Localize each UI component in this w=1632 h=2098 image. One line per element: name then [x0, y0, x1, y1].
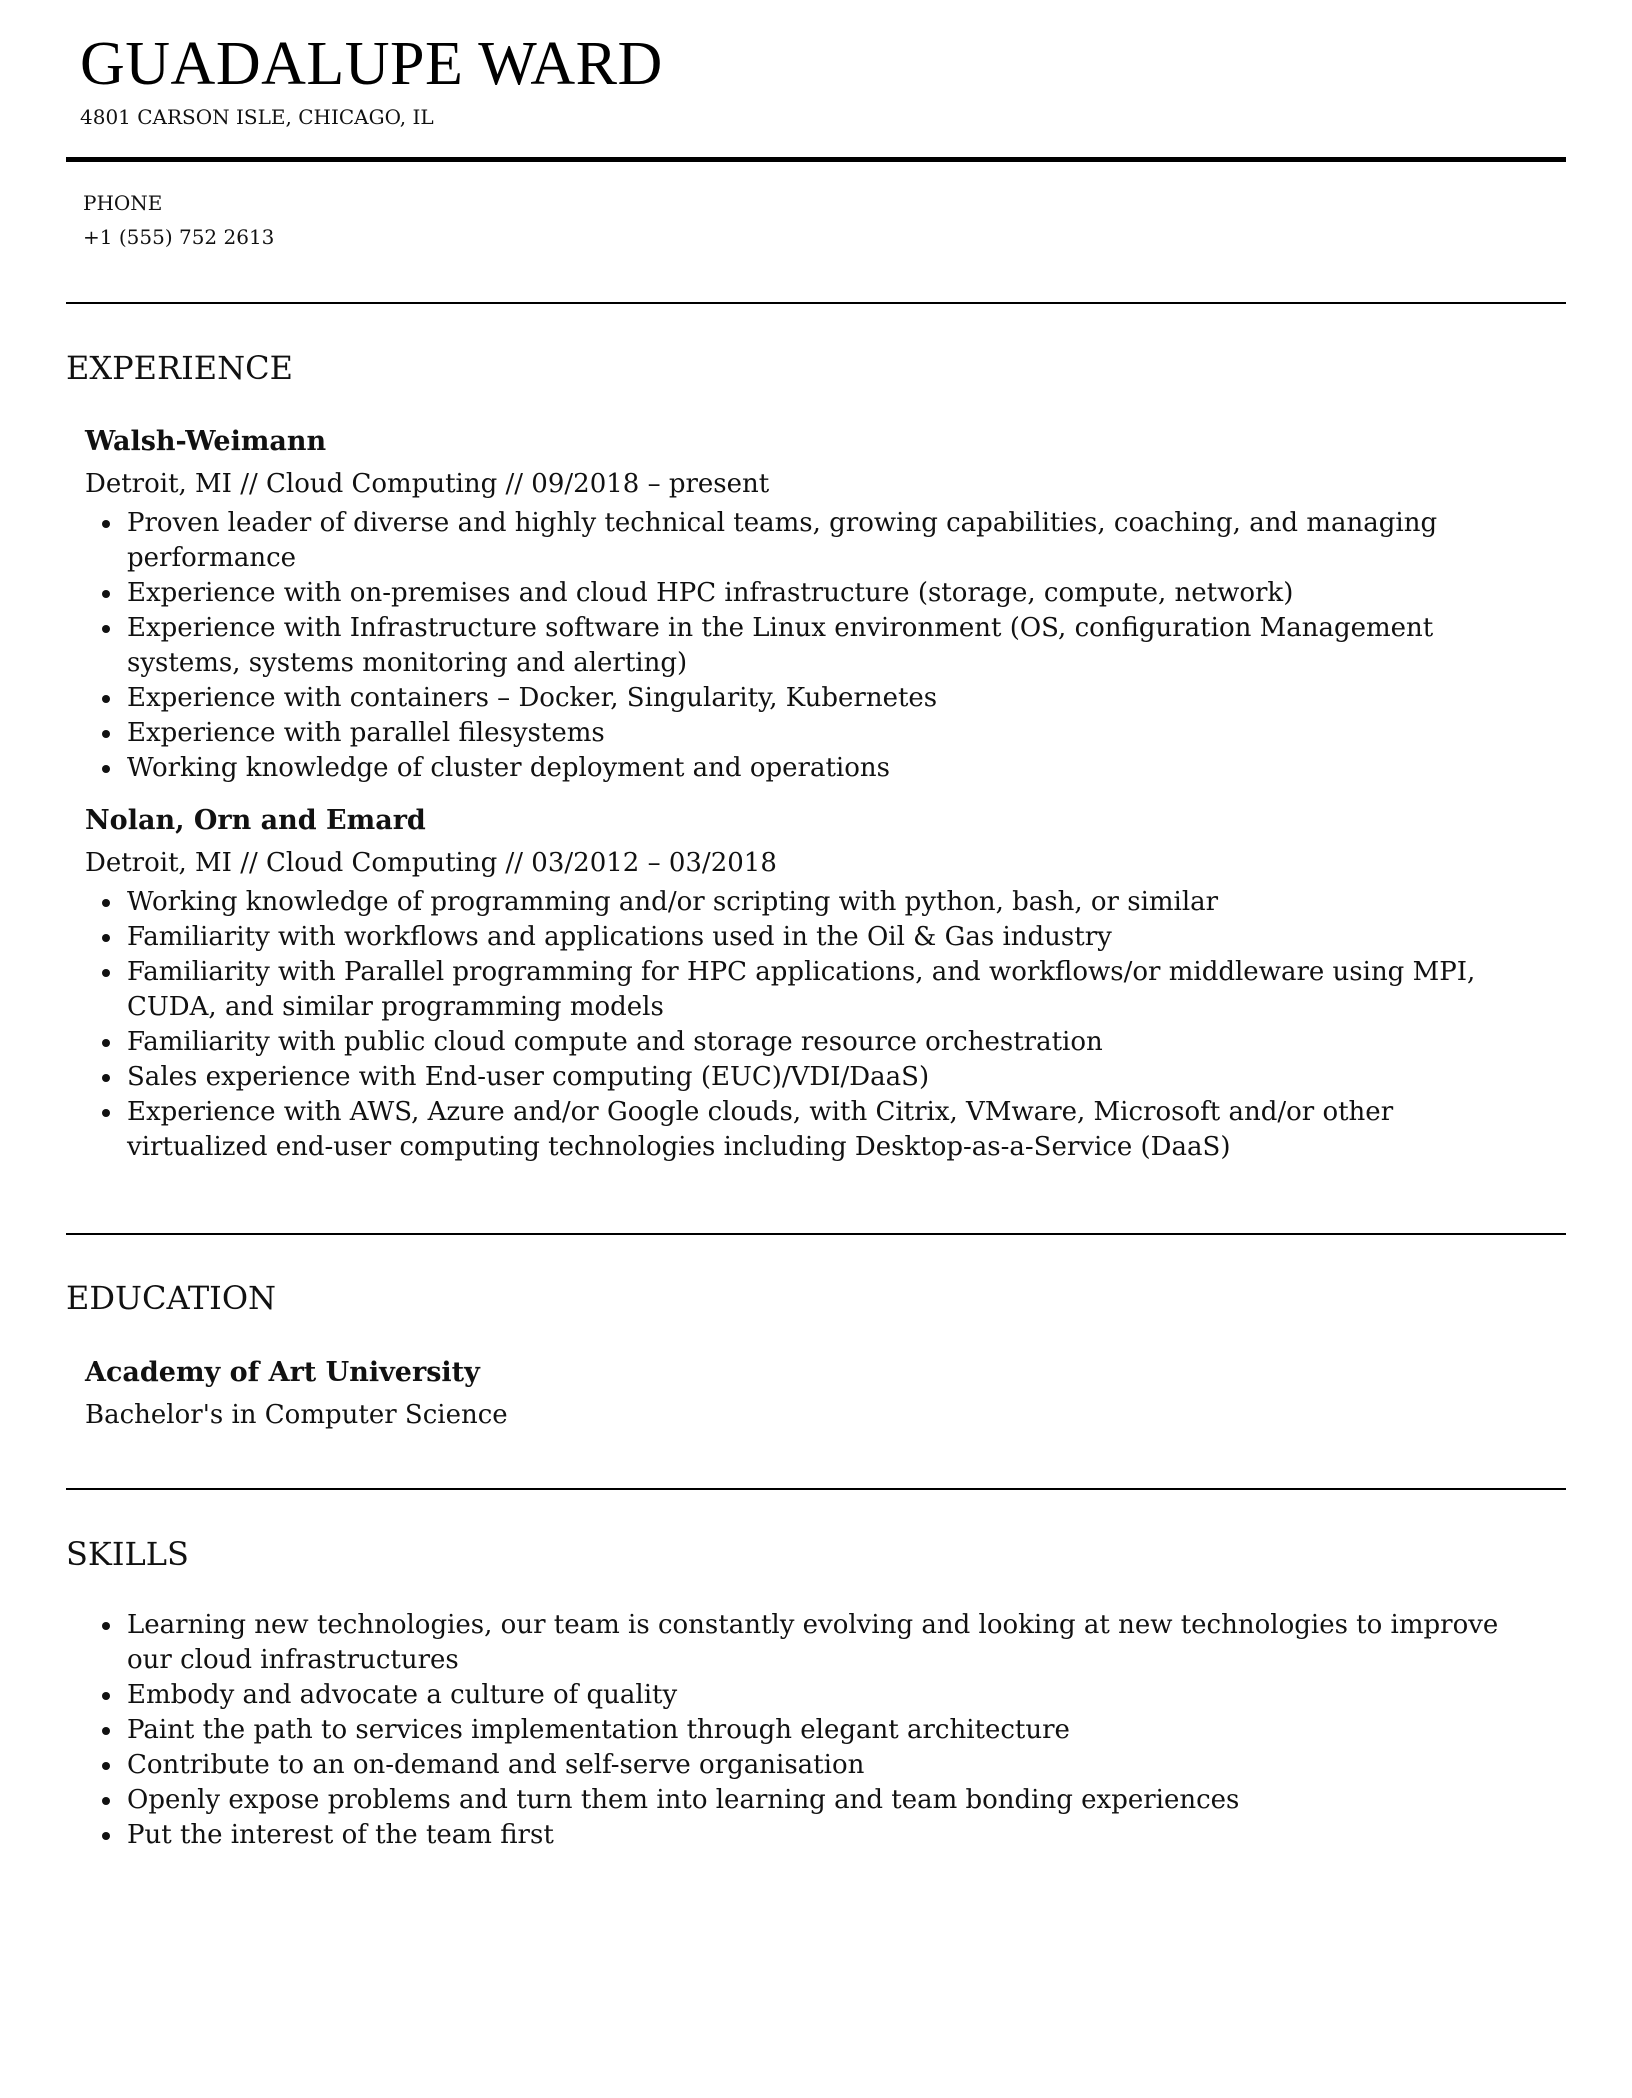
school-name: Academy of Art University — [85, 1357, 480, 1388]
job-company: Walsh-Weimann — [85, 426, 327, 457]
bullet-text: Working knowledge of programming and/or scripting with python, bash, or similar — [127, 887, 1219, 917]
bullet-text: Sales experience with End-user computing (EUC)/VDI/DaaS) — [127, 1062, 930, 1092]
job-bullet — [85, 576, 1525, 611]
bullet-icon — [102, 1039, 110, 1047]
experience-divider — [66, 1233, 1566, 1235]
bullet-text: Familiarity with workflows and applications used in the Oil & Gas industry — [127, 922, 1112, 952]
bullet-icon — [102, 1727, 110, 1735]
job-bullet — [85, 1060, 1525, 1095]
bullet-text: Proven leader of diverse and highly technical teams, growing capabilities, coaching, and managing performance — [127, 508, 1438, 573]
degree: Bachelor's in Computer Science — [85, 1400, 508, 1430]
skill-item — [85, 1678, 1525, 1713]
bullet-icon — [102, 1797, 110, 1805]
bullet-icon — [102, 899, 110, 907]
bullet-icon — [102, 934, 110, 942]
education-heading: EDUCATION — [66, 1279, 277, 1317]
skill-text: Put the interest of the team first — [127, 1820, 554, 1850]
header-divider — [66, 157, 1566, 162]
candidate-address: 4801 CARSON ISLE, CHICAGO, IL — [80, 105, 434, 129]
bullet-text: Familiarity with public cloud compute and storage resource orchestration — [127, 1027, 1103, 1057]
bullet-text: Experience with parallel filesystems — [127, 718, 605, 748]
skill-text: Paint the path to services implementation through elegant architecture — [127, 1715, 1070, 1745]
candidate-name: GUADALUPE WARD — [80, 30, 663, 98]
bullet-text: Experience with AWS, Azure and/or Google clouds, with Citrix, VMware, Microsoft and/or other virtualized end-user computing technologies including Desktop-as-a-Service (DaaS) — [127, 1097, 1394, 1162]
job-bullet — [85, 681, 1525, 716]
bullet-icon — [102, 1832, 110, 1840]
skill-item — [85, 1608, 1525, 1678]
skill-item — [85, 1713, 1525, 1748]
bullet-icon — [102, 730, 110, 738]
bullet-icon — [102, 625, 110, 633]
contact-divider — [66, 302, 1566, 304]
experience-job-2 — [85, 803, 1555, 1165]
job-bullet — [85, 1025, 1525, 1060]
bullet-icon — [102, 1762, 110, 1770]
education-divider — [66, 1488, 1566, 1490]
job-bullet — [85, 1095, 1525, 1165]
bullet-icon — [102, 1074, 110, 1082]
skill-text: Openly expose problems and turn them into learning and team bonding experiences — [127, 1785, 1240, 1815]
skill-text: Contribute to an on-demand and self-serve organisation — [127, 1750, 865, 1780]
job-bullet — [85, 955, 1525, 1025]
job-bullet — [85, 920, 1525, 955]
job-bullet — [85, 751, 1525, 786]
job-company: Nolan, Orn and Emard — [85, 805, 426, 836]
bullet-icon — [102, 590, 110, 598]
bullet-icon — [102, 1109, 110, 1117]
bullet-text: Working knowledge of cluster deployment and operations — [127, 753, 890, 783]
skill-item — [85, 1818, 1525, 1853]
bullet-icon — [102, 520, 110, 528]
bullet-icon — [102, 695, 110, 703]
bullet-icon — [102, 1692, 110, 1700]
skill-item — [85, 1783, 1525, 1818]
skills-bullets — [85, 1608, 1555, 1853]
job-meta: Detroit, MI // Cloud Computing // 03/2012 – 03/2018 — [85, 848, 777, 878]
phone-label: PHONE — [83, 191, 163, 215]
bullet-text: Experience with on-premises and cloud HPC infrastructure (storage, compute, network) — [127, 578, 1294, 608]
bullet-text: Experience with containers – Docker, Singularity, Kubernetes — [127, 683, 938, 713]
job-bullet — [85, 885, 1525, 920]
job-bullet — [85, 716, 1525, 751]
job-bullet — [85, 506, 1525, 576]
bullet-icon — [102, 1622, 110, 1630]
bullet-icon — [102, 969, 110, 977]
experience-heading: EXPERIENCE — [66, 349, 293, 387]
bullet-icon — [102, 765, 110, 773]
bullet-text: Experience with Infrastructure software in the Linux environment (OS, configuration Management systems, systems monitoring and alerting) — [127, 613, 1434, 678]
skill-text: Embody and advocate a culture of quality — [127, 1680, 678, 1710]
job-bullets — [85, 506, 1555, 786]
skills-list — [85, 1608, 1555, 1853]
skill-text: Learning new technologies, our team is constantly evolving and looking at new technologies to improve our cloud infrastructures — [127, 1610, 1499, 1675]
job-bullets — [85, 885, 1555, 1165]
job-meta: Detroit, MI // Cloud Computing // 09/2018 – present — [85, 469, 770, 499]
phone-value: +1 (555) 752 2613 — [83, 225, 275, 249]
job-bullet — [85, 611, 1525, 681]
education-entry — [85, 1355, 1555, 1437]
experience-job-1 — [85, 424, 1555, 786]
skills-heading: SKILLS — [66, 1535, 189, 1573]
skill-item — [85, 1748, 1525, 1783]
bullet-text: Familiarity with Parallel programming for HPC applications, and workflows/or middleware using MPI, CUDA, and similar programming models — [127, 957, 1476, 1022]
